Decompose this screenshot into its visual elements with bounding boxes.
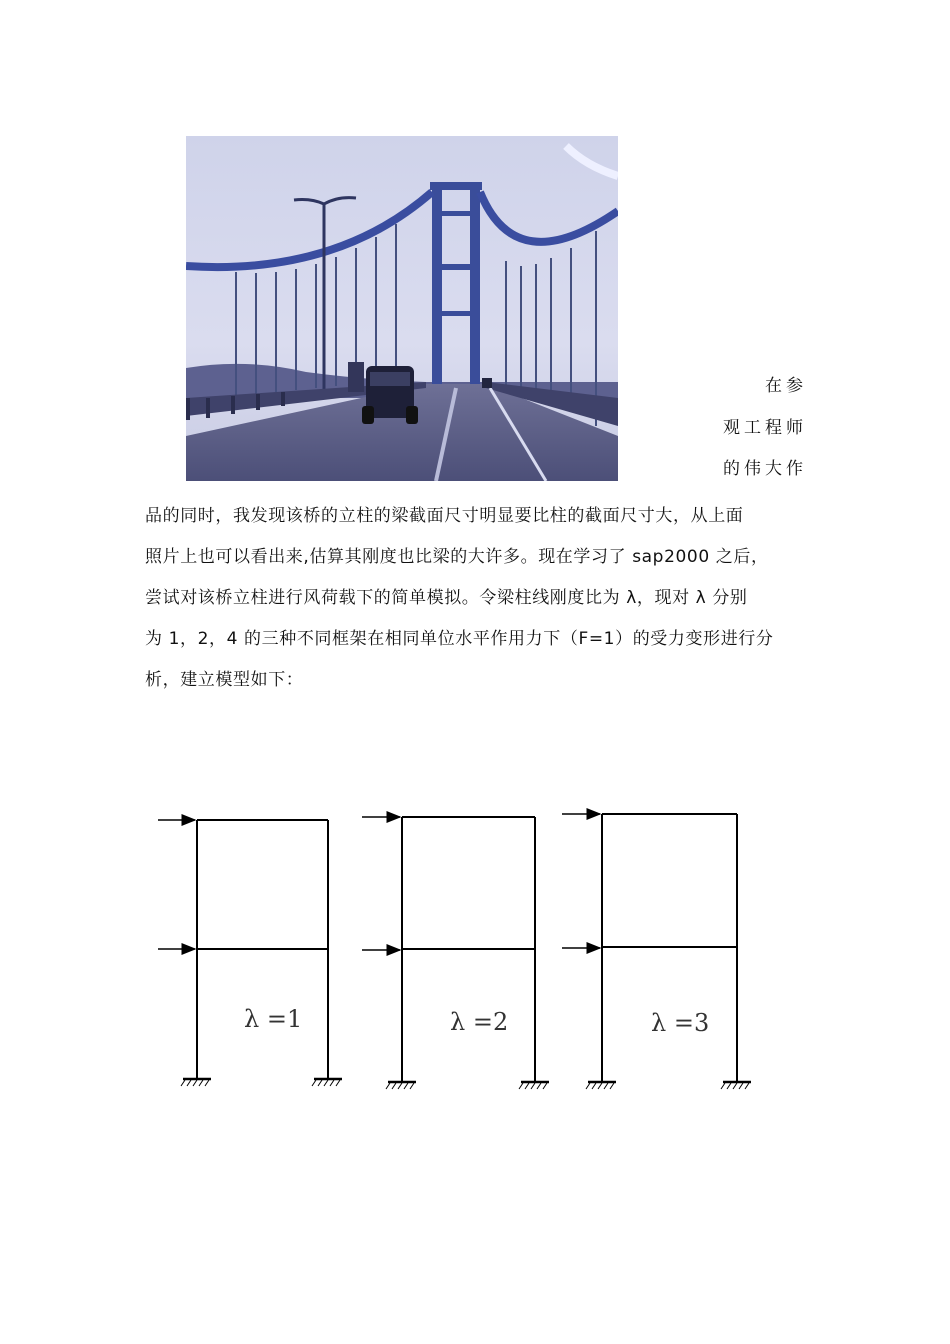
frame-3	[562, 814, 751, 1082]
paragraph-line: 析，建立模型如下：	[145, 670, 304, 690]
lambda-label-3: λ =3	[651, 1009, 710, 1037]
wrap-line-2: 观工程师	[723, 418, 807, 438]
lambda-label-2: λ =2	[450, 1008, 509, 1036]
paragraph-line: 照片上也可以看出来,估算其刚度也比梁的大许多。现在学习了 sap2000 之后，	[145, 547, 769, 567]
fixed-support	[181, 1080, 340, 1086]
bridge-photo	[186, 136, 618, 481]
paragraph-line: 尝试对该桥立柱进行风荷载下的简单模拟。令梁柱线刚度比为 λ，现对 λ 分别	[145, 588, 748, 608]
lambda-label-1: λ =1	[244, 1005, 303, 1033]
wrap-line-1: 在参	[765, 376, 807, 396]
frame-2	[362, 817, 549, 1082]
paragraph-line: 品的同时，我发现该桥的立柱的梁截面尺寸明显要比柱的截面尺寸大，从上面	[145, 506, 744, 526]
fixed-support	[386, 1083, 547, 1089]
frame-diagram	[150, 800, 770, 1104]
paragraph-line: 为 1，2，4 的三种不同框架在相同单位水平作用力下（F=1）的受力变形进行分	[145, 629, 774, 649]
wrap-line-3: 的伟大作	[723, 459, 807, 479]
frame-1	[158, 820, 342, 1079]
body-paragraph	[145, 496, 807, 701]
fixed-support	[586, 1083, 749, 1089]
